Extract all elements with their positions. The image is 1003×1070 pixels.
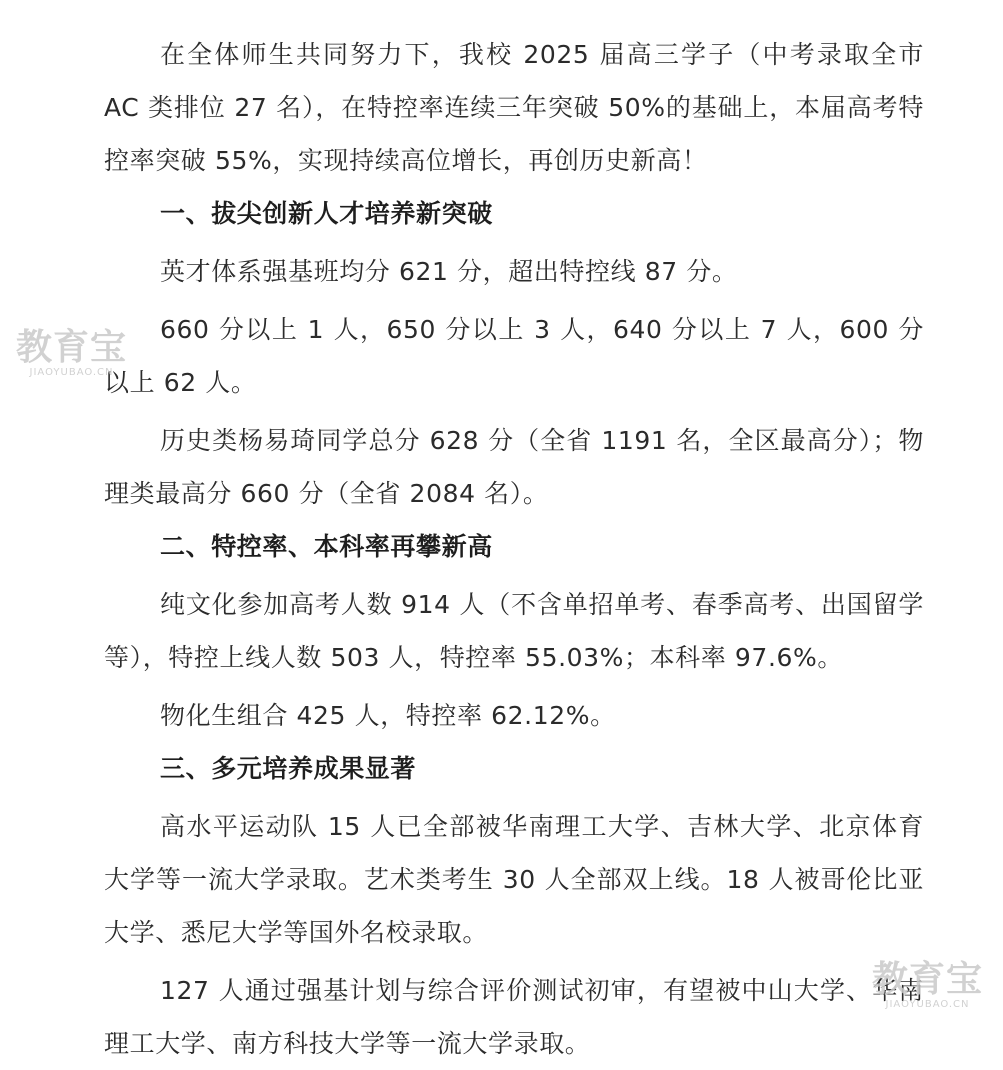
watermark-left (16, 327, 128, 378)
paragraph-special-control-rate: 纯文化参加高考人数 914 人（不含单招单考、春季高考、出国留学等），特控上线人数 503 人，特控率 55.03%；本科率 97.6%。 (104, 590, 924, 672)
section-heading-2: 二、特控率、本科率再攀新高 (160, 532, 493, 561)
paragraph-score-distribution: 660 分以上 1 人，650 分以上 3 人，640 分以上 7 人，600 分以上 62 人。 (104, 315, 924, 397)
paragraph-diverse-achievements: 高水平运动队 15 人已全部被华南理工大学、吉林大学、北京体育大学等一流大学录取。艺术类考生 30 人全部双上线。18 人被哥伦比亚大学、悉尼大学等国外名校录取。 (104, 812, 924, 947)
paragraph-strong-base-class: 英才体系强基班均分 621 分，超出特控线 87 分。 (160, 257, 738, 286)
watermark-domain: JIAOYUBAO.CN (29, 367, 114, 378)
document-body (104, 28, 924, 1070)
watermark-right (872, 959, 984, 1010)
watermark-logo-icon: 教育宝 (16, 327, 128, 368)
watermark-domain: JIAOYUBAO.CN (885, 999, 970, 1010)
section-heading-3: 三、多元培养成果显著 (160, 754, 417, 783)
paragraph-combination-rate: 物化生组合 425 人，特控率 62.12%。 (160, 701, 616, 730)
paragraph-strong-base-plan: 127 人通过强基计划与综合评价测试初审，有望被中山大学、华南理工大学、南方科技大学等一流大学录取。 (104, 976, 924, 1058)
intro-paragraph: 在全体师生共同努力下，我校 2025 届高三学子（中考录取全市 AC 类排位 27 名），在特控率连续三年突破 50%的基础上，本届高考特控率突破 55%，实现持续高位增长，再创历史新高！ (104, 40, 924, 175)
paragraph-top-scores: 历史类杨易琦同学总分 628 分（全省 1191 名，全区最高分）；物理类最高分 660 分（全省 2084 名）。 (104, 426, 924, 508)
section-heading-1: 一、拔尖创新人才培养新突破 (160, 199, 493, 228)
watermark-logo-icon: 教育宝 (872, 959, 984, 1000)
